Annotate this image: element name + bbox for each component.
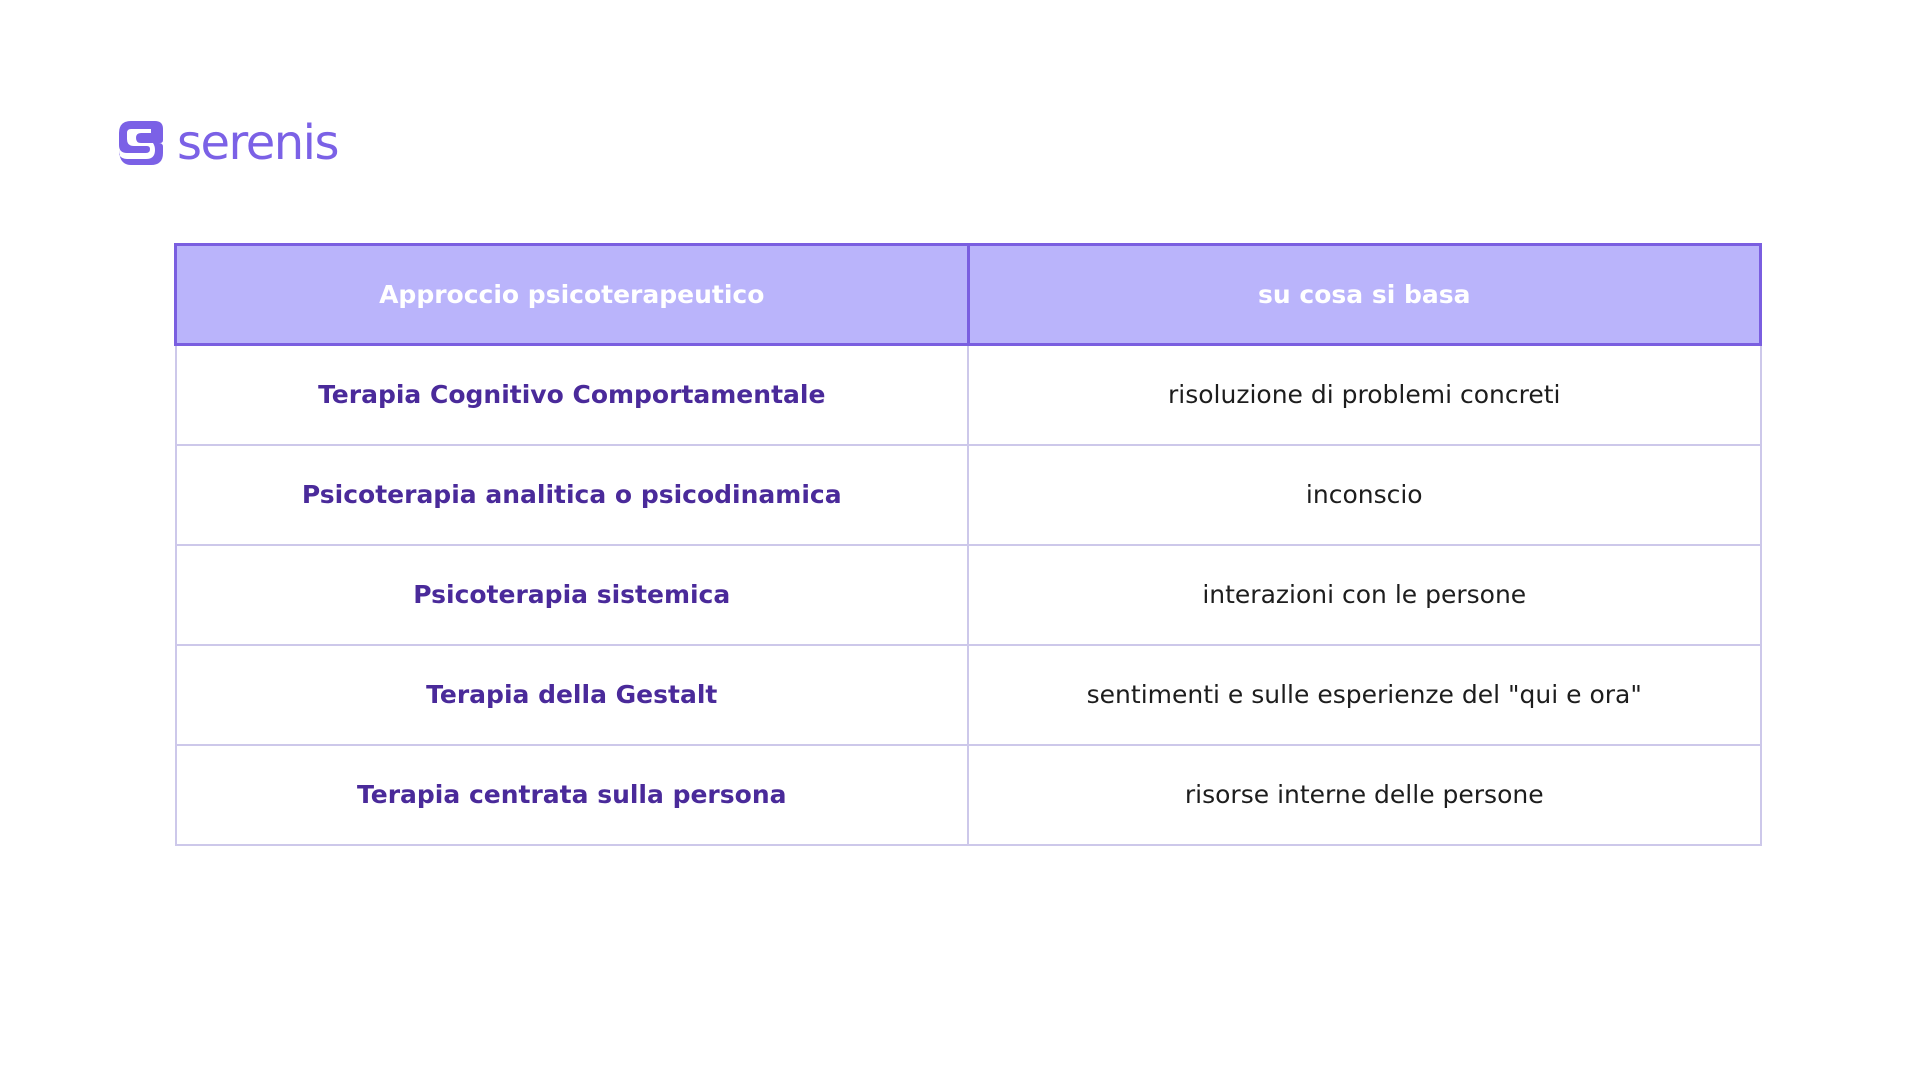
basis-cell: sentimenti e sulle esperienze del "qui e ora" [968,645,1761,745]
brand-logo [117,117,338,169]
basis-cell: inconscio [968,445,1761,545]
basis-cell: interazioni con le persone [968,545,1761,645]
table-row [176,645,1761,745]
approach-cell: Terapia centrata sulla persona [176,745,969,845]
approach-cell: Psicoterapia analitica o psicodinamica [176,445,969,545]
table-row [176,445,1761,545]
serenis-s-icon [117,119,165,167]
table-row [176,345,1761,445]
comparison-table-container [174,243,1762,846]
table-row [176,545,1761,645]
brand-name: serenis [177,115,339,171]
header-approach: Approccio psicoterapeutico [176,245,969,345]
table-row [176,745,1761,845]
header-basis: su cosa si basa [968,245,1761,345]
table-header-row [176,245,1761,345]
approach-cell: Terapia Cognitivo Comportamentale [176,345,969,445]
approach-cell: Psicoterapia sistemica [176,545,969,645]
comparison-table [174,243,1762,846]
approach-cell: Terapia della Gestalt [176,645,969,745]
basis-cell: risorse interne delle persone [968,745,1761,845]
basis-cell: risoluzione di problemi concreti [968,345,1761,445]
